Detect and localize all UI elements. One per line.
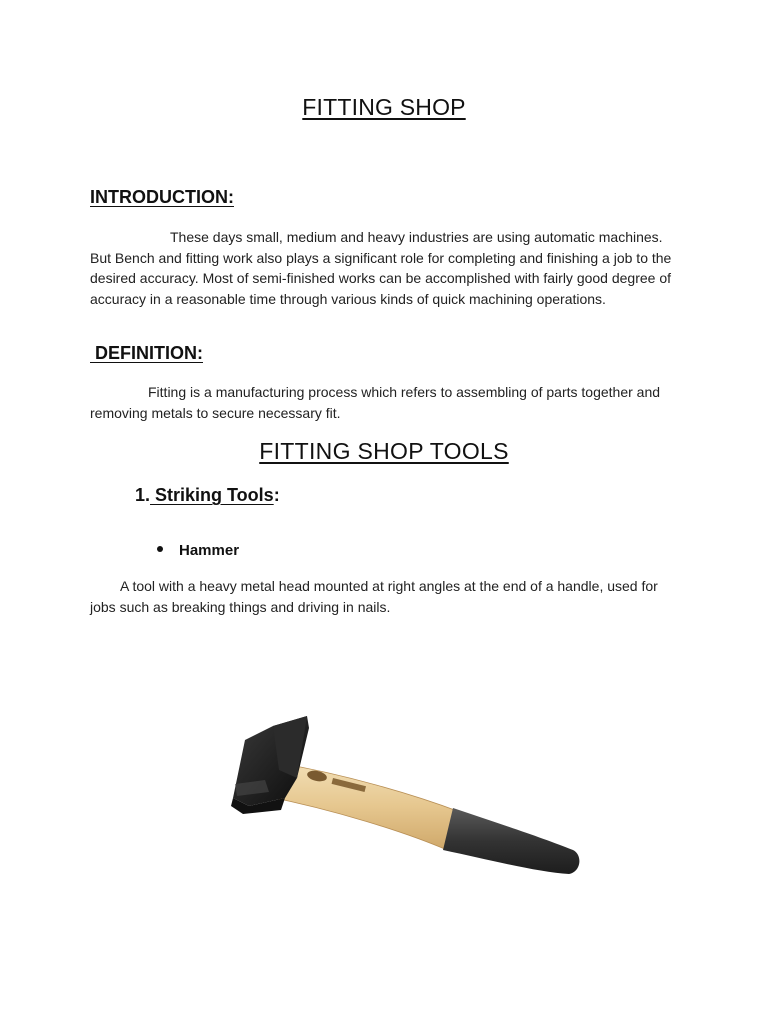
hammer-label: Hammer [179, 542, 240, 559]
introduction-text: These days small, medium and heavy industries are using automatic machines. But Bench and fitting work also plays a significant role for completing and finishing a job to the desired accuracy. Most of semi-finished works can be accomplished with fairly good degree of accuracy in a reasonable time through various kinds of quick machining operations. [90, 229, 672, 307]
bullet-icon [157, 546, 163, 552]
definition-paragraph [90, 382, 680, 423]
striking-tools-heading [135, 485, 280, 506]
hammer-paragraph [90, 576, 680, 617]
hammer-bullet-item [157, 542, 239, 559]
definition-heading: DEFINITION: [90, 343, 203, 363]
category-label: Striking Tools [150, 485, 274, 505]
definition-text: Fitting is a manufacturing process which refers to assembling of parts together and removing metals to secure necessary fit. [90, 384, 661, 421]
introduction-heading: INTRODUCTION: [90, 187, 234, 207]
hammer-text: A tool with a heavy metal head mounted at right angles at the end of a handle, used for jobs such as breaking things and driving in nails. [90, 578, 658, 615]
tools-section-title: FITTING SHOP TOOLS [259, 438, 509, 464]
page-title: FITTING SHOP [302, 94, 466, 120]
hammer-illustration-icon [225, 700, 585, 890]
category-number: 1. [135, 485, 151, 505]
introduction-paragraph [90, 227, 680, 309]
category-colon: : [273, 485, 280, 505]
